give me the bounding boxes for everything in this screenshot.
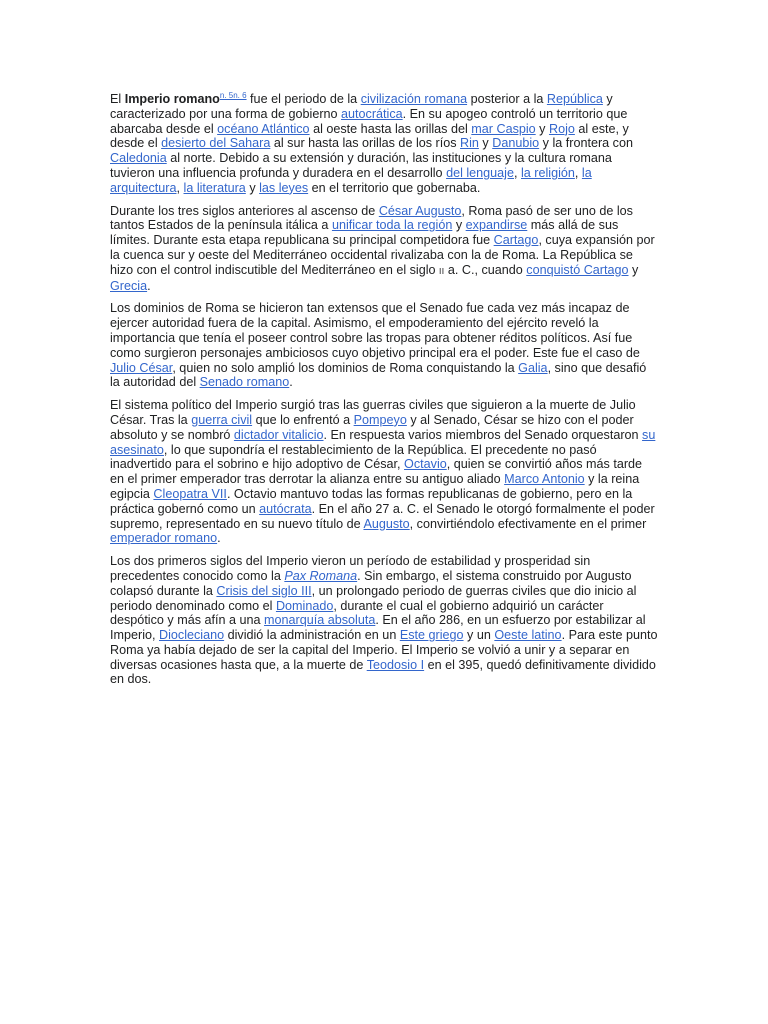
paragraph-5: [110, 554, 658, 687]
text-segment: dividió la administración en un: [224, 628, 400, 643]
text-segment: , cuya expansión por la cuenca sur y oeste del Mediterráneo occidental rivalizaba con la de Roma. La República se hizo con el control indiscutible del Mediterráneo en el siglo: [110, 233, 655, 277]
link-oeste-latino[interactable]: Oeste latino: [494, 628, 562, 643]
text-segment: posterior a la: [467, 92, 547, 106]
link-pompeyo[interactable]: Pompeyo: [353, 412, 407, 427]
text-segment: al este, y desde el: [110, 121, 629, 151]
text-segment: y: [452, 218, 466, 233]
text-segment: , durante el cual el gobierno adquirió un carácter despótico y más afín a una: [110, 598, 604, 628]
text-segment: y: [535, 121, 549, 136]
text-segment: , lo que supondría el restablecimiento de la República. El precedente no pasó inadvertido para el sobrino e hijo adoptivo de César,: [110, 442, 597, 472]
text-segment: Durante los tres siglos anteriores al ascenso de: [110, 203, 379, 218]
link-pax-romana[interactable]: Pax Romana: [284, 568, 358, 583]
text-segment: El: [110, 92, 125, 106]
text-segment: y al Senado, César se hizo con el poder absoluto y se nombró: [110, 412, 634, 442]
link-su-asesinato[interactable]: su asesinato: [110, 427, 656, 457]
text-segment: al sur hasta las orillas de los ríos: [270, 136, 461, 151]
footnote-ref[interactable]: n. 5n. 6: [219, 90, 247, 100]
link-guerra-civil[interactable]: guerra civil: [191, 412, 253, 427]
text-segment: , sino que desafió la autoridad del: [110, 360, 647, 390]
link-augusto[interactable]: Augusto: [363, 516, 410, 531]
text-segment: . En el año 286, en un esfuerzo por estabilizar al Imperio,: [110, 613, 646, 643]
text-segment: en el 395, quedó definitivamente dividido en dos.: [110, 657, 656, 687]
text-segment: al norte. Debido a su extensión y duración, las instituciones y la cultura romana tuvieron una influencia profunda y duradera en el desarrollo: [110, 151, 612, 180]
text-segment: y caracterizado por una forma de gobierno: [110, 92, 613, 121]
text-segment: ,: [176, 180, 184, 195]
text-segment: a. C., cuando: [444, 262, 527, 277]
link-cesar-augusto[interactable]: César Augusto: [378, 203, 462, 218]
link-rojo[interactable]: Rojo: [548, 121, 575, 136]
text-segment: más allá de sus límites. Durante esta etapa republicana su principal competidora fue: [110, 218, 619, 248]
text-segment: . En el año 27 a. C. el Senado le otorgó formalmente el poder supremo, representado en su nuevo título de: [110, 501, 655, 531]
text-segment: .: [289, 375, 293, 390]
link-octavio[interactable]: Octavio: [404, 457, 447, 472]
text-segment: El sistema político del Imperio surgió tras las guerras civiles que siguieron a la muerte de Julio César. Tras la: [110, 398, 636, 427]
text-segment: , convirtiéndolo efectivamente en el primer: [409, 516, 647, 531]
link-oceano-atlantico[interactable]: océano Atlántico: [217, 121, 310, 136]
link-expandirse[interactable]: expandirse: [465, 218, 528, 233]
link-danubio[interactable]: Danubio: [492, 136, 540, 151]
text-segment: .: [217, 531, 221, 546]
text-segment: y un: [463, 628, 495, 643]
link-julio-cesar[interactable]: Julio César: [110, 360, 173, 375]
link-grecia[interactable]: Grecia: [110, 278, 148, 293]
link-dominado[interactable]: Dominado: [275, 598, 334, 613]
link-del-lenguaje[interactable]: del lenguaje: [446, 165, 514, 180]
text-segment: . Octavio mantuvo todas las formas republicanas de gobierno, pero en la práctica gobernó como un: [110, 486, 633, 516]
link-la-literatura[interactable]: la literatura: [183, 180, 246, 195]
roman-numeral: II: [439, 265, 445, 276]
text-segment: . En respuesta varios miembros del Senado orquestaron: [323, 427, 643, 442]
text-segment: y: [478, 136, 493, 151]
text-segment: . En su apogeo controló un territorio que abarcaba desde el: [110, 106, 628, 136]
text-segment: que lo enfrentó a: [252, 412, 354, 427]
text-segment: y la reina egipcia: [110, 472, 640, 501]
text-segment: ,: [514, 165, 521, 180]
link-desierto-del-sahara[interactable]: desierto del Sahara: [161, 136, 271, 151]
text-segment: Los dos primeros siglos del Imperio vieron un período de estabilidad y prosperidad sin precedentes conocido como la: [110, 554, 591, 583]
link-autocratica[interactable]: autocrática: [341, 106, 403, 121]
text-segment: . Para este punto Roma ya había dejado de ser la capital del Imperio. El Imperio se volvió a unir y a separar en diversas ocasiones hasta que, a la muerte de: [110, 628, 658, 672]
link-emperador-romano[interactable]: emperador romano: [110, 531, 218, 546]
link-galia[interactable]: Galia: [518, 360, 548, 375]
link-rin[interactable]: Rin: [460, 136, 479, 151]
link-monarquia-absoluta[interactable]: monarquía absoluta: [264, 613, 376, 628]
link-republica[interactable]: República: [546, 92, 603, 106]
text-segment: ,: [574, 165, 582, 180]
link-teodosio-i[interactable]: Teodosio I: [366, 657, 425, 672]
link-este-griego[interactable]: Este griego: [399, 628, 464, 643]
link-la-religion[interactable]: la religión: [521, 165, 575, 180]
link-senado-romano[interactable]: Senado romano: [199, 375, 290, 390]
text-segment: en el territorio que gobernaba.: [308, 180, 481, 195]
link-las-leyes[interactable]: las leyes: [259, 180, 309, 195]
link-marco-antonio[interactable]: Marco Antonio: [504, 472, 585, 487]
text-segment: , un prolongado periodo de guerras civiles que dio inicio al periodo denominado como el: [110, 583, 637, 613]
text-segment: y: [628, 262, 639, 277]
link-civilizacion-romana[interactable]: civilización romana: [360, 92, 468, 106]
text-segment: , quien no solo amplió los dominios de Roma conquistando la: [172, 360, 519, 375]
link-crisis-del-siglo-iii[interactable]: Crisis del siglo III: [216, 583, 312, 598]
paragraph-4: [110, 398, 658, 546]
link-la-arquitectura[interactable]: la arquitectura: [110, 165, 592, 195]
link-caledonia[interactable]: Caledonia: [110, 151, 167, 166]
text-segment: al oeste hasta las orillas del: [309, 121, 472, 136]
paragraph-2: [110, 204, 658, 294]
link-unificar-toda-la-region[interactable]: unificar toda la región: [331, 218, 453, 233]
text-segment: y la frontera con: [539, 136, 633, 151]
text-segment: fue el periodo de la: [246, 92, 361, 106]
text-segment: , quien se convirtió años más tarde en el primer emperador tras derrotar la alianza entre su antiguo aliado: [110, 457, 643, 487]
bold-term: Imperio romano: [124, 92, 220, 106]
article-body: [110, 92, 658, 695]
link-diocleciano[interactable]: Diocleciano: [159, 628, 225, 643]
link-dictador-vitalicio[interactable]: dictador vitalicio: [233, 427, 324, 442]
link-cartago[interactable]: Cartago: [493, 233, 539, 248]
link-conquisto-cartago[interactable]: conquistó Cartago: [526, 262, 629, 277]
text-segment: , Roma pasó de ser uno de los tantos Estados de la península itálica a: [110, 203, 633, 233]
link-cleopatra-vii[interactable]: Cleopatra VII: [153, 486, 227, 501]
paragraph-3: [110, 301, 658, 390]
link-mar-caspio[interactable]: mar Caspio: [471, 121, 536, 136]
text-segment: .: [147, 278, 151, 293]
paragraph-1: [110, 92, 658, 196]
link-autocrata[interactable]: autócrata: [259, 501, 312, 516]
text-segment: y: [245, 180, 260, 195]
text-segment: . Sin embargo, el sistema construido por Augusto colapsó durante la: [110, 568, 632, 598]
text-segment: Los dominios de Roma se hicieron tan extensos que el Senado fue cada vez más incapaz de ejercer autoridad fuera de la capital. Asimismo, el empoderamiento del ejército reveló la importancia que tenía el poseer control sobre las tropas para obtener réditos políticos. Así fue como surgieron personajes ambiciosos cuyo objetivo principal era el poder. Este fue el caso de: [110, 301, 640, 360]
